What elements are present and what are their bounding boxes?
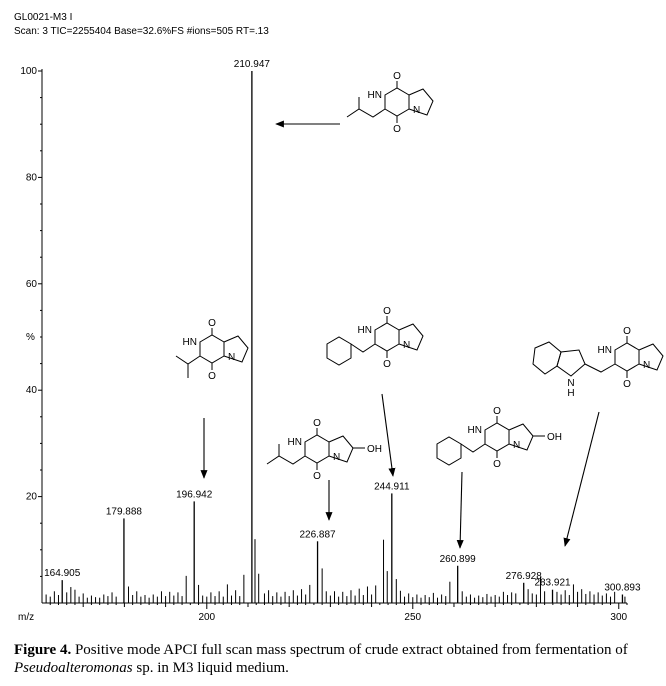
peak-label: 244.911 bbox=[374, 481, 410, 493]
nitrogen-label: N bbox=[413, 105, 421, 116]
structure-valyl-proline bbox=[176, 318, 248, 382]
oxygen-label: O bbox=[208, 371, 216, 382]
nitrogen-label: N bbox=[333, 452, 341, 463]
hydroxyl-label: OH bbox=[547, 432, 562, 443]
arrow-to-283 bbox=[565, 412, 599, 546]
oxygen-label: O bbox=[313, 471, 321, 482]
y-tick-label: 40 bbox=[25, 385, 37, 397]
structure-leucyl-proline bbox=[347, 71, 433, 135]
arrow-to-244 bbox=[382, 394, 393, 476]
peak-label: 283.921 bbox=[534, 577, 571, 589]
nh-label: HN bbox=[357, 325, 372, 336]
arrow-to-260 bbox=[460, 472, 462, 548]
nh-label: HN bbox=[467, 425, 482, 436]
x-tick-label: 200 bbox=[198, 612, 216, 623]
diketopiperazine-ring bbox=[615, 343, 639, 371]
phenyl-ring bbox=[437, 437, 461, 465]
oxygen-label: O bbox=[623, 379, 631, 390]
benzyl-linker bbox=[351, 344, 375, 352]
diketopiperazine-ring bbox=[485, 423, 509, 451]
nh-label: HN bbox=[287, 437, 302, 448]
hydroxyl-label: OH bbox=[367, 444, 382, 455]
peak-label: 179.888 bbox=[105, 506, 143, 518]
y-tick-label: 100 bbox=[20, 66, 37, 77]
structure-leucyl-hydroxyproline bbox=[267, 418, 382, 482]
benzyl-linker bbox=[461, 444, 485, 452]
oxygen-label: O bbox=[393, 124, 401, 135]
x-axis-label: m/z bbox=[18, 612, 35, 623]
oxygen-label: O bbox=[383, 359, 391, 370]
y-tick-label: 60 bbox=[25, 278, 37, 290]
structure-phenylalanyl-proline bbox=[327, 306, 423, 370]
nh-label: HN bbox=[597, 345, 612, 356]
peak-label: 260.899 bbox=[439, 553, 476, 565]
indole-hydrogen-label: H bbox=[567, 388, 575, 399]
structure-layer bbox=[176, 71, 663, 548]
indole-nitrogen-label: N bbox=[567, 378, 575, 389]
peak-label: 276.928 bbox=[505, 570, 542, 582]
nitrogen-label: N bbox=[643, 360, 651, 371]
oxygen-label: O bbox=[313, 418, 321, 429]
isopropyl-side-chain bbox=[176, 356, 200, 378]
nitrogen-label: N bbox=[513, 440, 521, 451]
peak-label: 210.947 bbox=[233, 59, 270, 70]
nitrogen-label: N bbox=[228, 352, 236, 363]
diketopiperazine-ring bbox=[200, 335, 224, 363]
y-tick-label: 80 bbox=[25, 172, 37, 184]
oxygen-label: O bbox=[623, 326, 631, 337]
nitrogen-label: N bbox=[403, 340, 411, 351]
caption-text-after: sp. in M3 liquid medium. bbox=[132, 660, 289, 676]
phenyl-ring bbox=[327, 337, 351, 365]
peak-label: 300.893 bbox=[604, 582, 641, 594]
nh-label: HN bbox=[367, 90, 382, 101]
caption-label: Figure 4. bbox=[14, 642, 72, 658]
oxygen-label: O bbox=[493, 406, 501, 417]
y-axis-label: % bbox=[26, 332, 35, 343]
oxygen-label: O bbox=[493, 459, 501, 470]
peak-label: 196.942 bbox=[176, 489, 213, 501]
diketopiperazine-ring bbox=[385, 88, 409, 116]
nh-label: HN bbox=[182, 337, 197, 348]
structure-tryptophyl-proline bbox=[533, 326, 663, 399]
diketopiperazine-ring bbox=[375, 323, 399, 351]
oxygen-label: O bbox=[393, 71, 401, 82]
caption-text-before: Positive mode APCI full scan mass spectrum of crude extract obtained from fermentation of bbox=[71, 642, 628, 658]
structure-phenylalanyl-hydroxyproline bbox=[437, 406, 562, 470]
caption-organism: Pseudoalteromonas bbox=[14, 660, 133, 676]
x-tick-label: 250 bbox=[404, 612, 422, 623]
pyrrole-ring bbox=[557, 350, 585, 376]
diketopiperazine-ring bbox=[305, 435, 329, 463]
peak-label-layer bbox=[44, 59, 641, 593]
instrument-header-line2: Scan: 3 TIC=2255404 Base=32.6%FS #ions=505 RT=.13 bbox=[14, 26, 269, 37]
x-tick-label: 300 bbox=[610, 612, 628, 623]
figure-caption bbox=[14, 641, 659, 677]
benzo-ring bbox=[533, 342, 561, 374]
peak-label: 226.887 bbox=[299, 529, 336, 541]
peak-label: 164.905 bbox=[44, 568, 81, 580]
instrument-header-line1: GL0021-M3 I bbox=[14, 12, 73, 23]
y-tick-label: 20 bbox=[25, 491, 37, 503]
peak-series bbox=[46, 71, 625, 603]
oxygen-label: O bbox=[208, 318, 216, 329]
indolylmethyl-linker bbox=[585, 364, 615, 372]
oxygen-label: O bbox=[383, 306, 391, 317]
